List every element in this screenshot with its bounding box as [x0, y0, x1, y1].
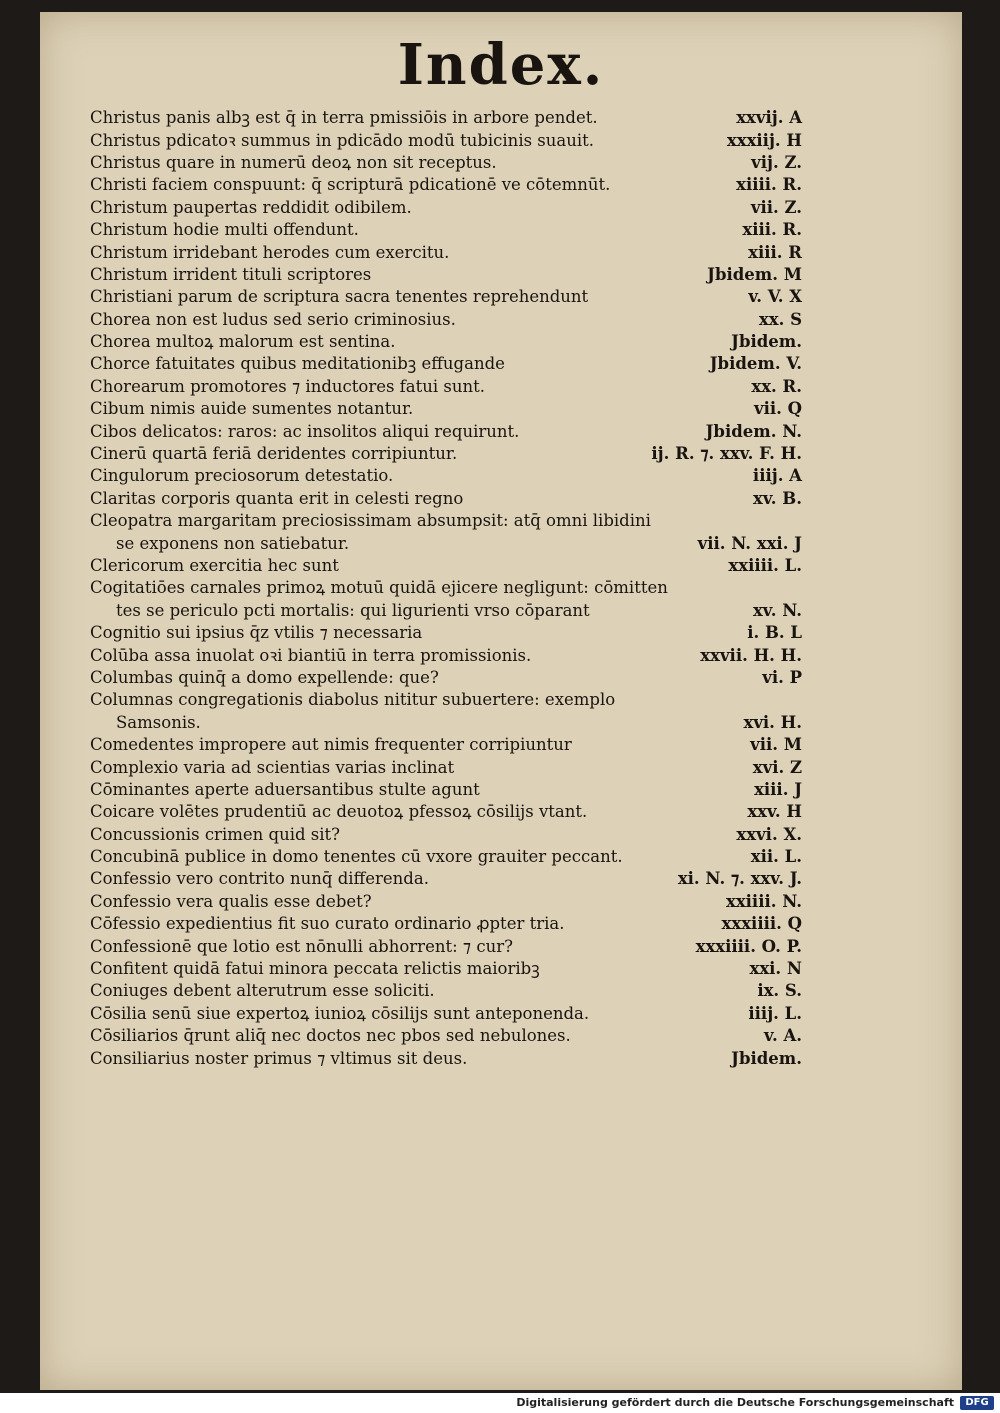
entry-text: Coicare volētes prudentiū ac deuotoꝝ pfessoꝝ cōsilijs vtant. [90, 802, 588, 822]
entry-text: Confessio vero contrito nunq̄ differenda. [90, 869, 429, 889]
entry-reference: iiij. A [752, 466, 802, 486]
index-entry [90, 600, 802, 622]
entry-text: Christum paupertas reddidit odibilem. [90, 197, 412, 217]
index-entry [90, 958, 802, 980]
entry-text: Concubinā publice in domo tenentes cū vxore grauiter peccant. [90, 847, 623, 867]
entry-text: Chorea multoꝝ malorum est sentina. [90, 332, 396, 352]
entry-text: Cinerū quartā feriā deridentes corripiuntur. [90, 444, 458, 464]
entry-text: Chorce fatuitates quibus meditationibꝫ effugande [90, 354, 505, 374]
index-entry [90, 107, 802, 129]
entry-text: se exponens non satiebatur. [116, 533, 350, 553]
entry-reference: xx. R. [751, 376, 802, 396]
index-entry [90, 465, 802, 487]
index-entry [90, 398, 802, 420]
index-entry [90, 420, 802, 442]
entry-text: Coniuges debent alterutrum esse soliciti. [90, 981, 435, 1001]
index-entry [90, 980, 802, 1002]
entry-reference: xxiiii. N. [725, 891, 802, 911]
footer-bar [0, 1393, 1000, 1413]
index-entry [90, 443, 802, 465]
index-entry [90, 197, 802, 219]
index-entry [90, 935, 802, 957]
index-entry [90, 667, 802, 689]
entry-reference: iiij. L. [748, 1003, 802, 1023]
index-entry [90, 824, 802, 846]
index-entry [90, 846, 802, 868]
entry-reference: ij. R. ⁊. xxv. F. H. [651, 444, 802, 464]
entry-reference: xxxiij. H [726, 130, 802, 150]
index-entry [90, 309, 802, 331]
index-entry [90, 510, 802, 532]
entry-text: Cogitatiōes carnales primoꝝ motuū quidā ejicere negligunt: cōmitten [90, 578, 668, 598]
index-entry [90, 555, 802, 577]
entry-reference: i. B. L [747, 623, 802, 643]
entry-text: Cibos delicatos: raros: ac insolitos aliqui requirunt. [90, 421, 520, 441]
entry-reference: v. A. [764, 1026, 802, 1046]
entry-reference: xvi. H. [743, 712, 802, 732]
entry-reference: Jbidem. [731, 1048, 802, 1068]
index-entry [90, 488, 802, 510]
index-entries [90, 107, 802, 1070]
index-entry [90, 644, 802, 666]
index-entry [90, 712, 802, 734]
entry-reference: xvi. Z [752, 757, 802, 777]
index-entry [90, 779, 802, 801]
entry-reference: xv. N. [752, 600, 802, 620]
entry-text: Confessio vera qualis esse debet? [90, 891, 372, 911]
entry-text: Cōfessio expedientius fit suo curato ordinario ꝓpter tria. [90, 914, 565, 934]
entry-reference: xiii. R [748, 242, 802, 262]
entry-text: Concussionis crimen quid sit? [90, 824, 340, 844]
index-entry [90, 264, 802, 286]
index-entry [90, 891, 802, 913]
entry-reference: xiii. J [754, 779, 802, 799]
entry-text: Columbas quinq̄ a domo expellende: que? [90, 667, 439, 687]
index-entry [90, 622, 802, 644]
entry-text: Complexio varia ad scientias varias inclinat [90, 757, 455, 777]
index-entry [90, 286, 802, 308]
entry-text: Samsonis. [116, 712, 201, 732]
entry-reference: Jbidem. V. [709, 354, 802, 374]
entry-text: Cingulorum preciosorum detestatio. [90, 466, 394, 486]
index-entry [90, 689, 802, 711]
entry-reference: xiiii. R. [736, 175, 802, 195]
dfg-logo: DFG [960, 1396, 994, 1410]
index-entry [90, 219, 802, 241]
entry-text: Cōsilia senū siue expertoꝝ iunioꝝ cōsilijs sunt anteponenda. [90, 1003, 590, 1023]
entry-text: Christum irridebant herodes cum exercitu. [90, 242, 450, 262]
entry-text: Cleopatra margaritam preciosissimam absumpsit: atq̄ omni libidini [90, 511, 651, 531]
entry-reference: xv. B. [753, 488, 802, 508]
entry-reference: vii. N. xxi. J [697, 533, 802, 553]
index-entry [90, 532, 802, 554]
page-title: Index. [397, 32, 605, 98]
index-entry [90, 152, 802, 174]
entry-reference: Jbidem. [731, 332, 802, 352]
entry-text: Cibum nimis auide sumentes notantur. [90, 399, 414, 419]
index-entry [90, 868, 802, 890]
entry-reference: xiii. R. [742, 220, 802, 240]
entry-text: Comedentes impropere aut nimis frequenter corripiuntur [90, 735, 572, 755]
entry-text: Confitent quidā fatui minora peccata relictis maioribꝫ [90, 959, 540, 979]
index-entry [90, 1003, 802, 1025]
entry-reference: xxvi. X. [736, 824, 802, 844]
entry-text: Christus pdicatoꝛ summus in pdicādo modū tubicinis suauit. [90, 130, 595, 150]
entry-text: Colūba assa inuolat oꝛi biantiū in terra promissionis. [90, 645, 532, 665]
entry-reference: xxi. N [749, 959, 802, 979]
entry-reference: vii. Q [754, 399, 802, 419]
entry-reference: vi. P [762, 667, 802, 687]
entry-text: Columnas congregationis diabolus nititur subuertere: exemplo [90, 690, 616, 710]
index-entry [90, 734, 802, 756]
entry-text: tes se periculo pcti mortalis: qui ligurienti vrso cōparant [116, 600, 590, 620]
entry-reference: vii. M [750, 735, 802, 755]
entry-reference: xi. N. ⁊. xxv. J. [677, 869, 802, 889]
entry-reference: Jbidem. N. [705, 421, 802, 441]
entry-text: Cognitio sui ipsius q̄z vtilis ⁊ necessaria [90, 623, 423, 643]
entry-text: Claritas corporis quanta erit in celesti regno [90, 488, 464, 508]
index-entry [90, 913, 802, 935]
entry-reference: xii. L. [750, 847, 802, 867]
entry-text: Chorea non est ludus sed serio criminosius. [90, 309, 456, 329]
index-entry [90, 174, 802, 196]
entry-text: Chorearum promotores ⁊ inductores fatui sunt. [90, 376, 486, 396]
entry-reference: xxiiii. L. [728, 556, 802, 575]
entry-reference: v. V. X [748, 287, 802, 307]
entry-text: Christum hodie multi offendunt. [90, 220, 359, 240]
entry-text: Christus panis albꝫ est q̄ in terra pmissiōis in arbore pendet. [90, 108, 598, 128]
entry-text: Cōsiliarios q̄runt aliq̄ nec doctos nec pbos sed nebulones. [90, 1026, 571, 1046]
entry-reference: xxxiiii. O. P. [695, 936, 802, 956]
index-entry [90, 353, 802, 375]
entry-reference: Jbidem. M [707, 264, 802, 284]
entry-reference: ix. S. [757, 981, 802, 1001]
entry-reference: xxvij. A [736, 108, 802, 128]
index-entry [90, 241, 802, 263]
entry-text: Cōminantes aperte aduersantibus stulte agunt [90, 779, 480, 799]
index-entry [90, 801, 802, 823]
entry-text: Christus quare in numerū deoꝝ non sit receptus. [90, 152, 497, 172]
entry-text: Christum irrident tituli scriptores [90, 264, 372, 284]
entry-reference: xx. S [758, 309, 802, 329]
index-entry [90, 1047, 802, 1069]
index-entry [90, 756, 802, 778]
entry-text: Clericorum exercitia hec sunt [90, 556, 339, 575]
entry-reference: vii. Z. [750, 197, 802, 217]
entry-reference: xxxiiii. Q [721, 914, 802, 934]
entry-text: Confessionē que lotio est nōnulli abhorrent: ⁊ cur? [90, 936, 513, 956]
index-entry [90, 376, 802, 398]
index-entry [90, 331, 802, 353]
entry-text: Consiliarius noster primus ⁊ vltimus sit deus. [90, 1048, 468, 1068]
index-entry [90, 129, 802, 151]
index-entry [90, 1025, 802, 1047]
index-entry [90, 577, 802, 599]
book-page [40, 12, 962, 1390]
footer-credit: Digitalisierung gefördert durch die Deutsche Forschungsgemeinschaft [516, 1396, 954, 1409]
entry-text: Christi faciem conspuunt: q̄ scripturā pdicationē ve cōtemnūt. [90, 175, 611, 195]
entry-reference: vij. Z. [751, 152, 802, 172]
entry-text: Christiani parum de scriptura sacra tenentes reprehendunt [90, 287, 589, 307]
entry-reference: xxv. H [747, 802, 802, 822]
entry-reference: xxvii. H. H. [700, 645, 802, 665]
